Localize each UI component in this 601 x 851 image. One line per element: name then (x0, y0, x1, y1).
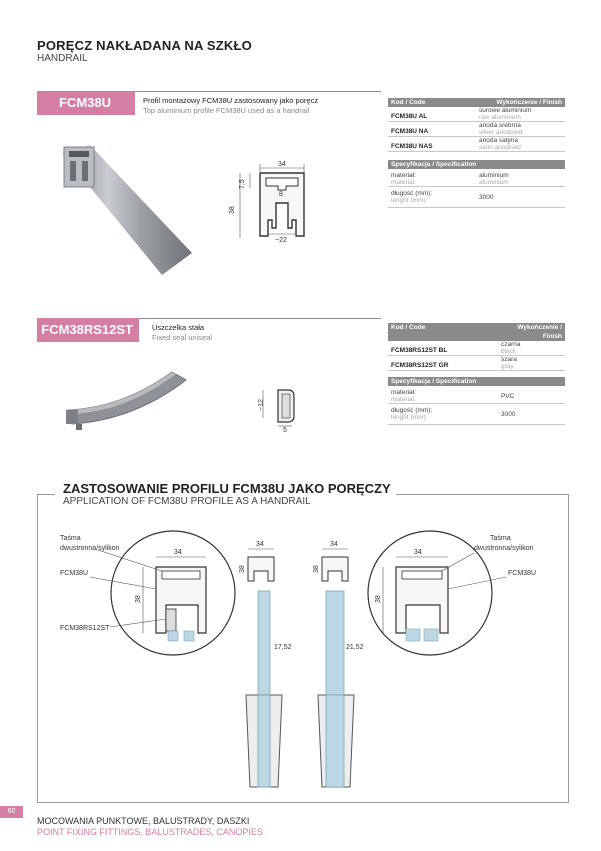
row-code: FCM38RS12ST BL (391, 347, 448, 354)
frame-top-left (37, 494, 55, 495)
dim-38-right: 38 (375, 595, 382, 603)
spec-label-en: material: (391, 396, 416, 403)
spec-row (388, 404, 565, 425)
dim-34-mid-right: 34 (330, 541, 338, 548)
footer-category-pl: MOCOWANIA PUNKTOWE, BALUSTRADY, DASZKI (37, 816, 250, 826)
spec-label-pl: materiał: (391, 172, 416, 179)
frame-top-right (396, 494, 568, 495)
profile-cross-section (222, 158, 337, 248)
product-desc-en: Fixed seal uniseal (152, 333, 213, 342)
application-drawing (38, 505, 566, 801)
spec-label-en: lenght (mm): (391, 414, 428, 421)
th-finish: Wykończenie / Finish (476, 98, 565, 107)
dim-34-mid-left: 34 (256, 541, 264, 548)
product-desc-pl: Uszczelka stała (152, 323, 205, 332)
dim-slot: 8 (279, 191, 283, 198)
finish-pl: surowe aluminium (479, 107, 532, 114)
dim-38-mid-left: 38 (239, 565, 246, 573)
table-row (388, 137, 565, 152)
table-row (388, 356, 565, 371)
product-badge-fcm38u (37, 91, 135, 115)
spec-label-pl: materiał: (391, 389, 416, 396)
th-code: Kod / Code (388, 323, 498, 341)
application-subtitle: APPLICATION OF FCM38U PROFILE AS A HANDRAIL (60, 496, 314, 507)
dim-height: ~12 (258, 399, 265, 411)
finish-en: satin anodised (479, 144, 521, 151)
row-code: FCM38U AL (391, 113, 428, 120)
finish-en: gray (501, 363, 514, 370)
page-subtitle: HANDRAIL (37, 53, 88, 64)
label-tape-l1: Taśma (60, 535, 81, 542)
label-tape-r1: Taśma (490, 535, 511, 542)
spec-row (388, 187, 565, 208)
footer-category-en: POINT FIXING FITTINGS, BALUSTRADES, CANOPIES (37, 827, 263, 837)
spec-label-en: lenght (mm): (391, 197, 428, 204)
spec-label-pl: długość (mm): (391, 407, 433, 414)
row-code: FCM38U NA (391, 128, 429, 135)
dim-38-left: 38 (135, 595, 142, 603)
product-badge-fcm38rs12st (37, 318, 139, 342)
finish-pl: anoda srebrna (479, 122, 521, 129)
finish-en: black (501, 348, 517, 355)
finish-pl: czarna (501, 341, 521, 348)
page-title: PORĘCZ NAKŁADANA NA SZKŁO (37, 38, 252, 53)
spec-header: Specyfikacja / Specification (388, 377, 565, 386)
dim-height: 38 (229, 206, 236, 214)
spec-label-pl: długość (mm): (391, 190, 433, 197)
th-code: Kod / Code (388, 98, 476, 107)
table-row (388, 107, 565, 122)
spec-row (388, 169, 565, 187)
spec-value: 3000 (501, 411, 516, 418)
spec-header: Specyfikacja / Specification (388, 160, 565, 169)
spec-value: aluminium (479, 172, 509, 179)
finish-en: silver anodised (479, 129, 523, 136)
page-number: 60 (0, 806, 23, 818)
label-seal: FCM38RS12ST (60, 625, 110, 632)
dim-34-right: 34 (414, 549, 422, 556)
product-desc-pl: Profil montażowy FCM38U zastosowany jako poręcz (143, 96, 319, 105)
label-profile-right: FCM38U (508, 570, 537, 577)
dim-1752: 17,52 (274, 644, 292, 651)
dim-bottom: ~22 (275, 237, 287, 244)
section-rule (139, 318, 381, 319)
spec-label-en: material: (391, 179, 416, 186)
application-title: ZASTOSOWANIE PROFILU FCM38U JAKO PORĘCZY (60, 481, 394, 496)
row-code: FCM38RS12ST GR (391, 362, 449, 369)
row-code: FCM38U NAS (391, 143, 433, 150)
spec-row (388, 386, 565, 404)
product-desc-en: Top aluminium profile FCM38U used as a handrail (143, 106, 310, 115)
seal-photo (62, 358, 192, 438)
finish-pl: anoda satyna (479, 137, 519, 144)
label-profile-left: FCM38U (60, 570, 89, 577)
seal-cross-section (250, 382, 300, 432)
label-tape-r2: dwustronna/sylikon (474, 545, 534, 552)
badge-label: FCM38U (58, 95, 111, 110)
table-row (388, 122, 565, 137)
th-finish: Wykończenie / Finish (498, 323, 565, 341)
section-rule (135, 91, 381, 92)
spec-value: PVC (501, 393, 515, 400)
table-row (388, 341, 565, 356)
spec-value-en: aluminium (479, 179, 509, 186)
dim-38-mid-right: 38 (313, 565, 320, 573)
finish-table-fcm38rs12st (388, 323, 565, 425)
dim-width: 5 (283, 427, 287, 432)
finish-table-fcm38u (388, 98, 565, 208)
finish-en: raw aluminium (479, 114, 521, 121)
dim-width: 34 (278, 161, 286, 168)
finish-pl: szara (501, 356, 517, 363)
spec-value: 3000 (479, 194, 494, 201)
dim-34-left: 34 (174, 549, 182, 556)
profile-photo (50, 125, 200, 280)
badge-label: FCM38RS12ST (41, 322, 133, 337)
label-tape-l2: dwustronna/sylikon (60, 545, 120, 552)
dim-2152: 21,52 (346, 644, 364, 651)
dim-top: 7,5 (239, 179, 246, 189)
